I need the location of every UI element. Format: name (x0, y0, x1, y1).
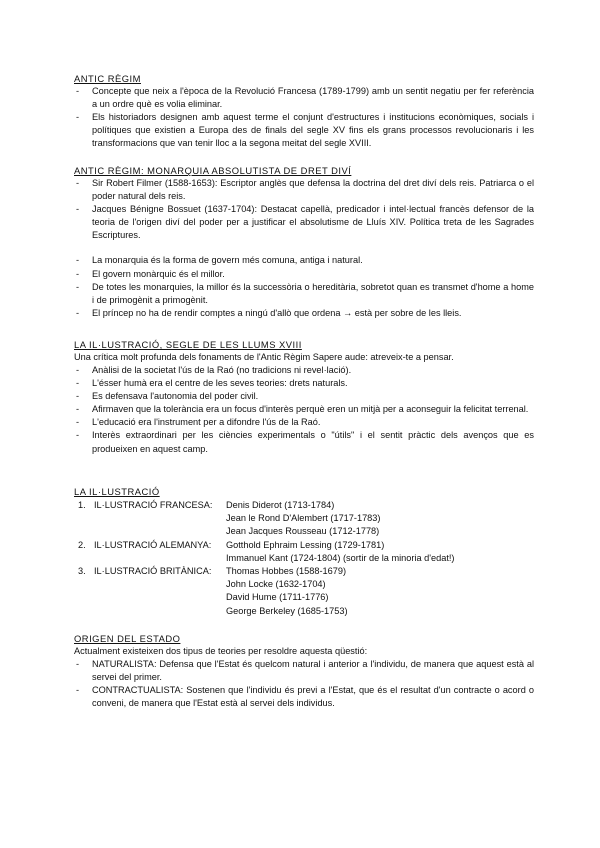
row-number: 3. (78, 565, 86, 576)
section-intro: Una crítica molt profunda dels fonaments de l'Antic Règim Sapere aude: atreveix-te a pensar. (74, 352, 454, 362)
row-number: 1. (78, 500, 86, 510)
section-origen-estado (74, 632, 534, 710)
row-label: IL·LUSTRACIÓ BRITÀNICA: (94, 565, 212, 576)
row-label: IL·LUSTRACIÓ FRANCESA: (94, 500, 213, 510)
list-item: - L'educació era l'instrument per a difondre l'ús de la Raó. (74, 416, 534, 429)
row-author: Jean Jacques Rousseau (1712-1778) (226, 526, 380, 537)
list-item: - El govern monàrquic és el millor. (74, 268, 534, 281)
list-item: - NATURALISTA: Defensa que l'Estat és quelcom natural i anterior a l'individu, de manera que aquest està al servei del primer. (74, 658, 534, 684)
list-item: - Anàlisi de la societat l'ús de la Raó (no tradicions ni revel·lació). (74, 364, 534, 377)
section-heading: ANTIC RÈGIM (74, 73, 141, 84)
list-item: - De totes les monarquies, la millor és la successòria o hereditària, sobretot quan es transmet d'home a home i de primogènit a primogènit. (74, 281, 534, 307)
illustracio-row (74, 605, 534, 618)
illustracio-row (74, 525, 534, 538)
row-author: Thomas Hobbes (1588-1679) (226, 565, 347, 576)
spacer (74, 242, 534, 254)
illustracio-row (74, 499, 534, 512)
list-item: - Jacques Bénigne Bossuet (1637-1704): Destacat capellà, predicador i intel·lectual francès defensor de la teoria de l'origen diví del poder per a justificar el absolutisme de Lluís XIV. Política treta de les Sagrades Escriptures. (74, 203, 534, 242)
illustracio-row (74, 539, 534, 552)
list-item: - La monarquia és la forma de govern més comuna, antiga i natural. (74, 254, 534, 267)
row-author: Immanuel Kant (1724-1804) (sortir de la minoria d'edat!) (226, 552, 455, 563)
row-author: Denis Diderot (1713-1784) (226, 500, 335, 510)
list-item: - Els historiadors designen amb aquest terme el conjunt d'estructures i institucions econòmiques, socials i polítiques que existien a Europa des de finals del segle XV fins els grans processos revolucionaris i les transformacions que van tenir lloc a la segona meitat del segle XVIII. (74, 111, 534, 150)
row-author: Jean le Rond D'Alembert (1717-1783) (226, 513, 381, 524)
illustracio-row (74, 552, 534, 565)
section-intro: Actualment existeixen dos tipus de teories per resoldre aquesta qüestió: (74, 646, 368, 656)
row-author: John Locke (1632-1704) (226, 579, 326, 590)
list-item: - CONTRACTUALISTA: Sostenen que l'individu és previ a l'Estat, que és el resultat d'un contracte o acord o conveni, de manera que l'Estat està al servei dels individus. (74, 684, 534, 710)
row-author: David Hume (1711-1776) (226, 592, 329, 603)
section-heading: ORIGEN DEL ESTADO (74, 633, 181, 644)
illustracio-row (74, 591, 534, 604)
list-item: - Sir Robert Filmer (1588-1653): Escriptor anglès que defensa la doctrina del dret diví dels reis. Patriarca o el poder natural dels reis. (74, 177, 534, 203)
section-monarquia-absolutista (74, 164, 534, 320)
row-author: George Berkeley (1685-1753) (226, 605, 348, 616)
bullet-list (74, 364, 534, 456)
list-item: - Es defensava l'autonomia del poder civil. (74, 390, 534, 403)
section-illustracio (74, 485, 534, 618)
list-item: - L'ésser humà era el centre de les seves teories: drets naturals. (74, 377, 534, 390)
bullet-list (74, 85, 534, 150)
row-label: IL·LUSTRACIÓ ALEMANYA: (94, 539, 212, 550)
illustracio-row (74, 512, 534, 525)
section-heading: ANTIC RÈGIM: MONARQUIA ABSOLUTISTA DE DRET DIVÍ (74, 165, 352, 176)
list-item: - Interès extraordinari per les ciències experimentals o "útils" i el sentit pràctic dels avenços que es produeixen en aquest camp. (74, 429, 534, 455)
bullet-list (74, 658, 534, 710)
section-antic-regim (74, 72, 534, 150)
section-heading: LA IL·LUSTRACIÓ (74, 486, 160, 497)
list-item: - El príncep no ha de rendir comptes a ningú d'allò que ordena → està per sobre de les lleis. (74, 307, 534, 320)
illustracio-row (74, 565, 534, 578)
bullet-list (74, 177, 534, 242)
illustracio-row (74, 578, 534, 591)
bullet-list (74, 254, 534, 319)
section-segle-llums (74, 338, 534, 456)
list-item: - Concepte que neix a l'època de la Revolució Francesa (1789-1799) amb un sentit negatiu per fer referència a un ordre què es volia eliminar. (74, 85, 534, 111)
row-author: Gotthold Ephraim Lessing (1729-1781) (226, 539, 385, 550)
list-item: - Afirmaven que la tolerància era un focus d'interès perquè eren un mitjà per a aconseguir la felicitat terrenal. (74, 403, 534, 416)
section-heading: LA IL·LUSTRACIÓ, SEGLE DE LES LLUMS XVIII (74, 339, 302, 350)
row-number: 2. (78, 539, 86, 550)
